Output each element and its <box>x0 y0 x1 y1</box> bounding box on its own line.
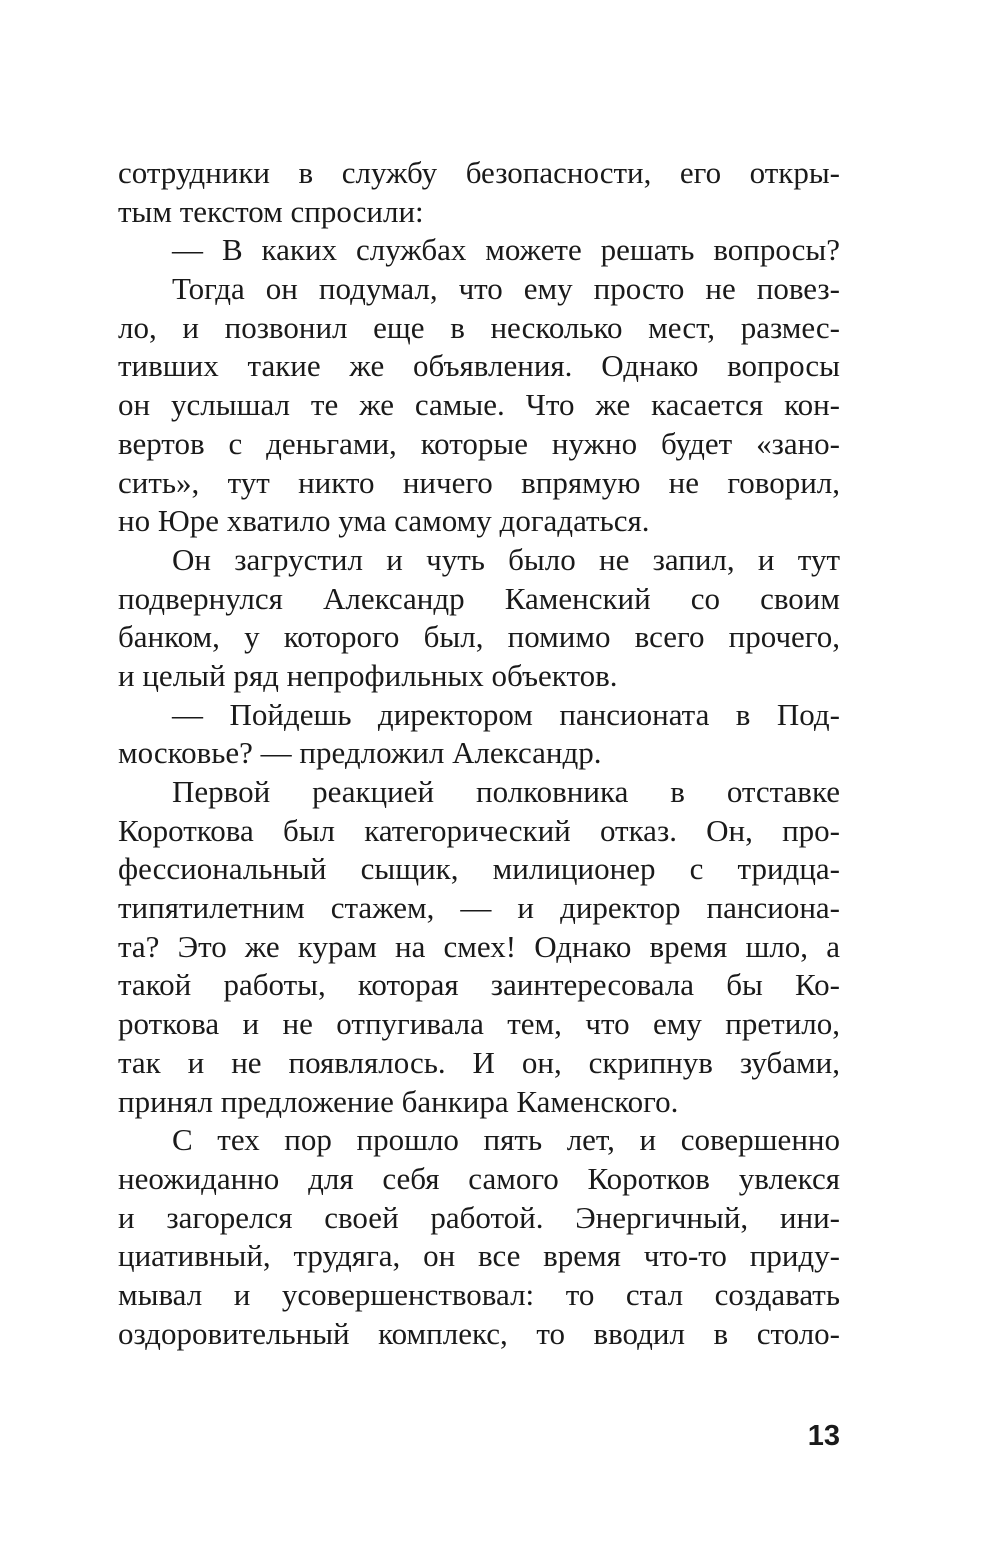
text-line: типятилетним стажем, — и директор пансиона- <box>118 890 840 926</box>
text-line: и загорелся своей работой. Энергичный, ини- <box>118 1199 840 1235</box>
text-line: фессиональный сыщик, милиционер с тридца- <box>118 851 840 887</box>
text-line: такой работы, которая заинтересовала бы Ко- <box>118 967 840 1003</box>
text-line: неожиданно для себя самого Коротков увлекся <box>118 1160 840 1196</box>
text-line: С тех пор прошло пять лет, и совершенно <box>172 1122 840 1158</box>
text-line: Он загрустил и чуть было не запил, и тут <box>172 541 840 577</box>
text-line: — В каких службах можете решать вопросы? <box>172 232 840 268</box>
text-line: тым текстом спросили: <box>118 193 424 229</box>
text-line: мывал и усовершенствовал: то стал создавать <box>118 1276 840 1312</box>
text-line: тивших такие же объявления. Однако вопросы <box>118 348 840 384</box>
text-line: принял предложение банкира Каменского. <box>118 1083 679 1119</box>
text-line: Первой реакцией полковника в отставке <box>172 774 840 809</box>
text-line: вертов с деньгами, которые нужно будет «зано- <box>118 425 840 461</box>
text-line: циативный, трудяга, он все время что-то приду- <box>118 1238 840 1274</box>
page-number: 13 <box>807 1420 840 1452</box>
text-line: Тогда он подумал, что ему просто не повез- <box>172 271 840 307</box>
text-line: — Пойдешь директором пансионата в Под- <box>172 696 840 732</box>
text-line: московье? — предложил Александр. <box>118 735 602 771</box>
text-line: банком, у которого был, помимо всего прочего, <box>118 619 840 655</box>
text-line: так и не появлялось. И он, скрипнув зубами, <box>118 1044 840 1080</box>
text-line: ло, и позвонил еще в несколько мест, размес- <box>118 309 840 345</box>
body-text <box>118 154 840 1353</box>
text-line: роткова и не отпугивала тем, что ему претило, <box>118 1006 840 1042</box>
text-line: и целый ряд непрофильных объектов. <box>118 657 618 693</box>
text-line: подвернулся Александр Каменский со своим <box>118 580 840 616</box>
text-line: сить», тут никто ничего впрямую не говорил, <box>118 464 840 500</box>
text-line: Короткова был категорический отказ. Он, про- <box>118 812 840 848</box>
text-line: оздоровительный комплекс, то вводил в столо- <box>118 1315 840 1351</box>
text-line: сотрудники в службу безопасности, его откры- <box>118 155 840 190</box>
text-line: та? Это же курам на смех! Однако время шло, а <box>118 928 840 964</box>
text-line: но Юре хватило ума самому догадаться. <box>118 503 650 539</box>
text-line: он услышал те же самые. Что же касается кон- <box>118 387 840 423</box>
